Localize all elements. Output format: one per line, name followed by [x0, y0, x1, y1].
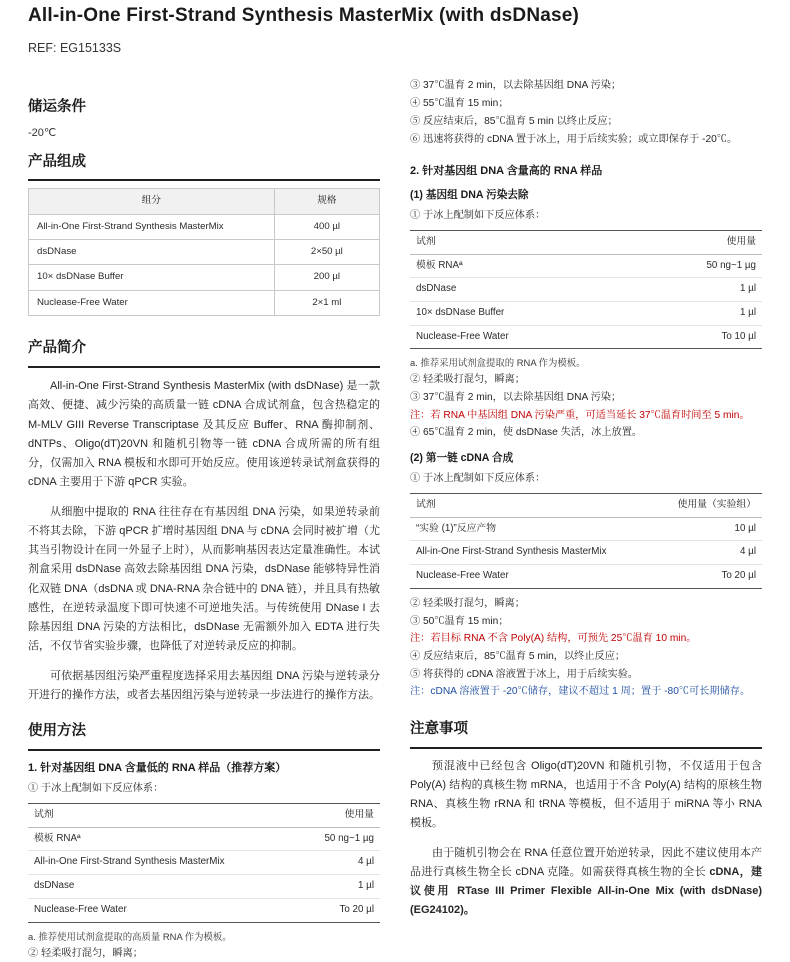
- cell-amount: 1 µl: [298, 875, 380, 899]
- col-reagent: 试剂: [410, 493, 653, 517]
- part2-step-intro: ① 于冰上配制如下反应体系：: [410, 473, 546, 485]
- table-row: [410, 541, 762, 565]
- cell-component: dsDNase: [29, 240, 275, 265]
- col-spec: 规格: [274, 189, 379, 214]
- part1-step-4: ④ 65℃温育 2 min，使 dsDNase 失活，冰上放置。: [410, 427, 643, 439]
- section1-step-5: ⑤ 反应结束后，85℃温育 5 min 以终止反应；: [410, 115, 618, 127]
- table-row: [410, 301, 762, 325]
- two-column-layout: [28, 75, 762, 962]
- col-component: 组分: [29, 189, 275, 214]
- composition-heading: 产品组成: [28, 153, 86, 170]
- cell-reagent: All-in-One First-Strand Synthesis MasterMix: [28, 851, 298, 875]
- section2-part2-title: (2) 第一链 cDNA 合成: [410, 452, 514, 465]
- cell-amount: To 20 µl: [653, 565, 762, 589]
- section2-part1-title: (1) 基因组 DNA 污染去除: [410, 189, 529, 202]
- cell-spec: 200 µl: [274, 265, 379, 290]
- usage-heading: 使用方法: [28, 723, 86, 739]
- usage-section1-title: 1. 针对基因组 DNA 含量低的 RNA 样品（推荐方案）: [28, 761, 287, 774]
- part1-footnote: a. 推荐采用试剂盒提取的 RNA 作为模板。: [410, 357, 586, 369]
- part1-note-red: 注：若 RNA 中基因组 DNA 污染严重，可适当延长 37℃温育时间至 5 min。: [410, 410, 750, 422]
- cell-reagent: Nuclease-Free Water: [410, 325, 632, 349]
- cell-reagent: Nuclease-Free Water: [410, 565, 653, 589]
- part1-step-3: ③ 37℃温育 2 min，以去除基因组 DNA 污染；: [410, 392, 622, 404]
- table-row: [28, 827, 380, 851]
- cell-reagent: 10× dsDNase Buffer: [410, 301, 632, 325]
- part2-note-red: 注：若目标 RNA 不含 Poly(A) 结构，可预先 25℃温育 10 min。: [410, 633, 697, 645]
- usage-section2-title: 2. 针对基因组 DNA 含量高的 RNA 样品: [410, 164, 603, 177]
- cell-amount: 1 µl: [632, 301, 762, 325]
- cell-spec: 2×50 µl: [274, 240, 379, 265]
- part2-step-5: ⑤ 将获得的 cDNA 溶液置于冰上，用于后续实验。: [410, 668, 639, 680]
- part1-reagent-table: [410, 230, 762, 349]
- storage-value: -20℃: [28, 127, 57, 140]
- section1-step-3: ③ 37℃温育 2 min，以去除基因组 DNA 污染；: [410, 80, 622, 92]
- intro-rule: [28, 366, 380, 368]
- cautions-p2-lead: 由于随机引物会在 RNA 任意位置开始逆转录，因此不建议使用本产品进行真核生物全长 cDNA 克隆。如需获得真核生物的全长: [410, 846, 762, 878]
- table-row: [410, 565, 762, 589]
- cautions-rule: [410, 747, 762, 749]
- table-row: [28, 875, 380, 899]
- part2-step-3: ③ 50℃温育 15 min；: [410, 615, 509, 627]
- cell-amount: 10 µl: [653, 517, 762, 541]
- cell-component: All-in-One First-Strand Synthesis MasterMix: [29, 214, 275, 239]
- section1-footnote: a. 推荐使用试剂盒提取的高质量 RNA 作为模板。: [28, 930, 232, 942]
- right-column: [410, 75, 762, 962]
- section1-step-6: ⑥ 迅速将获得的 cDNA 置于冰上，用于后续实验；或立即保存于 -20℃。: [410, 133, 738, 145]
- cautions-heading: 注意事项: [410, 720, 468, 737]
- table-row: [410, 325, 762, 349]
- composition-rule: [28, 179, 380, 181]
- cell-amount: To 20 µl: [298, 898, 380, 922]
- cell-amount: To 10 µl: [632, 325, 762, 349]
- table-header-row: [410, 493, 762, 517]
- table-row: [28, 898, 380, 922]
- cell-reagent: “实验 (1)”反应产物: [410, 517, 653, 541]
- cell-spec: 2×1 ml: [274, 290, 379, 315]
- cell-component: Nuclease-Free Water: [29, 290, 275, 315]
- usage-section1-step-intro: ① 于冰上配制如下反应体系：: [28, 783, 164, 795]
- cell-amount: 50 ng~1 µg: [298, 827, 380, 851]
- col-reagent: 试剂: [28, 804, 298, 828]
- section1-reagent-table: [28, 803, 380, 922]
- section1-step-2: ② 轻柔吸打混匀，瞬离；: [28, 947, 143, 959]
- page-title: All-in-One First-Strand Synthesis MasterMix (with dsDNase): [28, 5, 580, 26]
- table-row: [410, 278, 762, 302]
- table-row: [29, 265, 380, 290]
- intro-paragraph-2: 从细胞中提取的 RNA 往往存在有基因组 DNA 污染，如果逆转录前不将其去除，下游 qPCR 扩增时基因组 DNA 与 cDNA 会同时被扩增（尤其当引物设计在同一外显子上时），从而影响基因表达定量准确性。本试剂盒采用 dsDNase 高效去除基因组 DNA 污染，dsDNase 能够特异性消化双链 DNA（dsDNA 或 DNA-RNA 杂合链中的 DNA 链），并且具有热敏感性，在逆转录温度下即可快速不可逆地失活。与传统使用 DNase I 去除基因组 DNA 污染的方法相比，dsDNase 无需额外加入 EDTA 进行失活，不仅节省实验步骤，也降低了对逆转录反应的抑制。: [28, 505, 380, 653]
- col-reagent: 试剂: [410, 230, 632, 254]
- table-row: [29, 290, 380, 315]
- table-header-row: [29, 189, 380, 214]
- storage-heading: 储运条件: [28, 99, 86, 116]
- table-header-row: [410, 230, 762, 254]
- table-row: [29, 240, 380, 265]
- cautions-paragraph-2: [410, 844, 762, 921]
- left-column: [28, 75, 380, 962]
- table-row: [29, 214, 380, 239]
- cell-amount: 4 µl: [653, 541, 762, 565]
- intro-heading: 产品简介: [28, 340, 86, 357]
- cell-reagent: All-in-One First-Strand Synthesis MasterMix: [410, 541, 653, 565]
- cell-reagent: Nuclease-Free Water: [28, 898, 298, 922]
- ref-code: REF: EG15133S: [28, 40, 122, 55]
- part2-step-4: ④ 反应结束后，85℃温育 5 min，以终止反应；: [410, 650, 626, 662]
- cell-spec: 400 µl: [274, 214, 379, 239]
- composition-table: [28, 188, 380, 316]
- cell-amount: 4 µl: [298, 851, 380, 875]
- table-row: [410, 517, 762, 541]
- table-header-row: [28, 804, 380, 828]
- cautions-p2-bold: cDNA，建议使用 RTase III Primer Flexible All-in-One Mix (with dsDNase) (EG24102)。: [410, 865, 762, 917]
- intro-paragraph-1: All-in-One First-Strand Synthesis MasterMix (with dsDNase) 是一款高效、便捷、减少污染的高质量一链 cDNA 合成试剂盒，包含热稳定的 M-MLV GIII Reverse Transcriptase 及其反应 Buffer、RNA 酶抑制剂、dNTPs、Oligo(dT)20VN 和随机引物等一链 cDNA 合成所需的所有组分，仅需加入 RNA 模板和水即可开始反应。使用该逆转录试剂盒获得的 cDNA 主要用于下游 qPCR 实验。: [28, 380, 380, 489]
- usage-rule: [28, 749, 380, 751]
- part2-note-blue: 注：cDNA 溶液置于 -20℃储存，建议不超过 1 周；置于 -80℃可长期储存。: [410, 686, 751, 698]
- part1-step-2: ② 轻柔吸打混匀，瞬离；: [410, 374, 525, 386]
- cautions-paragraph-1: 预混液中已经包含 Oligo(dT)20VN 和随机引物，不仅适用于包含 Poly(A) 结构的真核生物 mRNA，也适用于不含 Poly(A) 结构的原核生物 RNA、真核生物 rRNA 和 tRNA 等模板，但不适用于 miRNA 等小 RNA 模板。: [410, 759, 762, 830]
- cell-amount: 50 ng~1 µg: [632, 254, 762, 278]
- cell-reagent: 模板 RNAª: [28, 827, 298, 851]
- col-amount: 使用量: [632, 230, 762, 254]
- table-row: [28, 851, 380, 875]
- cell-component: 10× dsDNase Buffer: [29, 265, 275, 290]
- col-amount: 使用量（实验组）: [653, 493, 762, 517]
- cell-amount: 1 µl: [632, 278, 762, 302]
- cell-reagent: dsDNase: [410, 278, 632, 302]
- part2-step-2: ② 轻柔吸打混匀，瞬离；: [410, 597, 525, 609]
- section1-step-4: ④ 55℃温育 15 min；: [410, 98, 509, 110]
- part1-step-intro: ① 于冰上配制如下反应体系：: [410, 210, 546, 222]
- part2-reagent-table: [410, 493, 762, 589]
- cell-reagent: 模板 RNAª: [410, 254, 632, 278]
- cell-reagent: dsDNase: [28, 875, 298, 899]
- intro-paragraph-3: 可依据基因组污染严重程度选择采用去基因组 DNA 污染与逆转录分开进行的操作方法，或者去基因组污染与逆转录一步法进行的操作方法。: [28, 669, 380, 701]
- col-amount: 使用量: [298, 804, 380, 828]
- table-row: [410, 254, 762, 278]
